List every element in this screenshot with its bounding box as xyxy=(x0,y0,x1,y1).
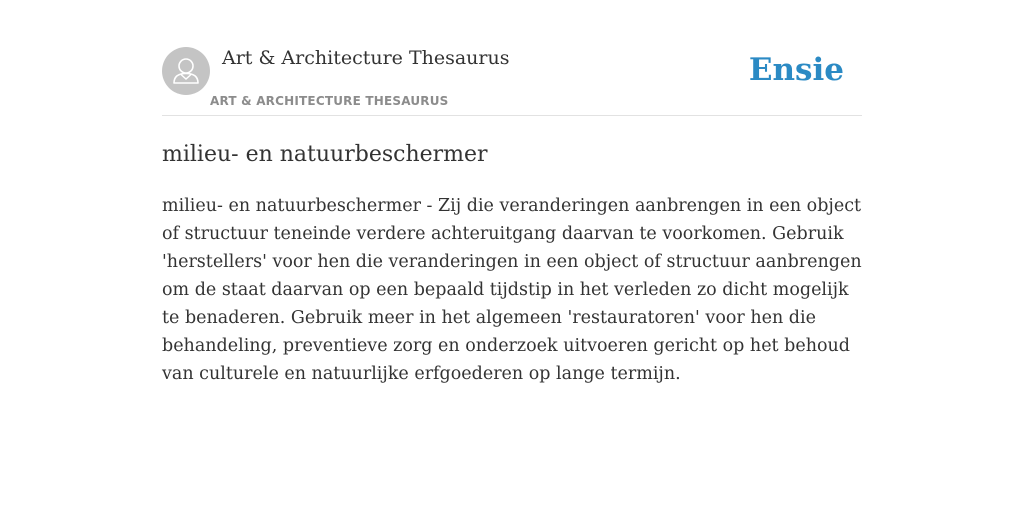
author-name-link[interactable]: Art & Architecture Thesaurus xyxy=(222,47,510,69)
term-definition: milieu- en natuurbeschermer - Zij die veranderingen aanbrengen in een object of structuur teneinde verdere achteruitgang daarvan te voorkomen. Gebruik 'herstellers' voor hen die veranderingen in een object of structuur aanbrengen om de staat daarvan op een bepaald tijdstip in het verleden zo dicht mogelijk te benaderen. Gebruik meer in het algemeen 'restauratoren' voor hen die behandeling, preventieve zorg en onderzoek uitvoeren gericht op het behoud van culturele en natuurlijke erfgoederen op lange termijn. xyxy=(162,196,862,384)
term-title: milieu- en natuurbeschermer xyxy=(162,142,488,167)
source-label[interactable]: ART & ARCHITECTURE THESAURUS xyxy=(210,94,449,108)
ensie-logo[interactable]: Ensie xyxy=(748,52,844,88)
header-divider xyxy=(162,115,862,116)
author-avatar[interactable] xyxy=(162,47,210,95)
user-silhouette-icon xyxy=(162,47,210,95)
